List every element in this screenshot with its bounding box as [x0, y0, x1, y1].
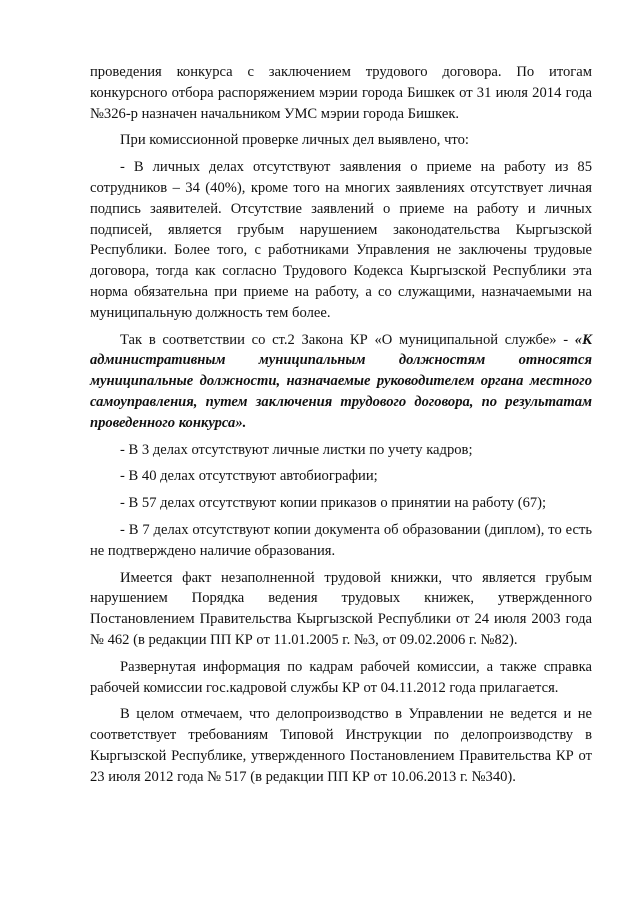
paragraph-conclusion: В целом отмечаем, что делопроизводство в Управлении не ведется и не соответствует требованиям Типовой Инструкции по делопроизводству в Кыргызской Республике, утвержденного Постановлением Правительства КР от 23 июля 2012 года № 517 (в редакции ПП КР от 10.06.2013 г. №340).	[90, 706, 592, 785]
document-page	[90, 62, 592, 794]
law-citation-quote: «К административным муниципальным должностям относятся муниципальные должности, назначаемые руководителем органа местного самоуправления, путем заключения трудового договора, по результатам проведенного конкурса».	[90, 331, 592, 431]
paragraph-missing-personnel-sheets: - В 3 делах отсутствуют личные листки по учету кадров;	[120, 441, 473, 458]
paragraph-missing-autobiographies: - В 40 делах отсутствуют автобиографии;	[120, 468, 378, 485]
paragraph-missing-orders: - В 57 делах отсутствуют копии приказов о принятии на работу (67);	[120, 495, 547, 512]
paragraph-missing-applications: - В личных делах отсутствуют заявления о приеме на работу из 85 сотрудников – 34 (40%), кроме того на многих заявлениях отсутствует личная подпись заявителей. Отсутствие заявлений о приеме на работу и личных подписей, является грубым нарушением законодательства Кыргызской Республики. Более того, с работниками Управления не заключены трудовые договора, тогда как согласно Трудового Кодекса Кыргызской Республики эта норма обязательна при приеме на работу, а со служащими, назначаемыми на муниципальную должность тем более.	[90, 159, 592, 321]
paragraph-inspection-intro: При комиссионной проверке личных дел выявлено, что:	[120, 132, 469, 149]
paragraph-missing-diplomas: - В 7 делах отсутствуют копии документа об образовании (диплом), то есть не подтверждено наличие образования.	[90, 521, 592, 559]
paragraph-contest-result: проведения конкурса с заключением трудового договора. По итогам конкурсного отбора распоряжением мэрии города Бишкек от 31 июля 2014 года №326-р назначен начальником УМС мэрии города Бишкек.	[90, 64, 592, 122]
law-citation-text: Так в соответствии со ст.2 Закона КР «О муниципальной службе» -	[120, 331, 575, 348]
paragraph-workbook-violation: Имеется факт незаполненной трудовой книжки, что является грубым нарушением Порядка ведения трудовых книжек, утвержденного Постановлением Правительства Кыргызской Республики от 24 июля 2003 года № 462 (в редакции ПП КР от 11.01.2005 г. №3, от 09.02.2006 г. №82).	[90, 569, 592, 648]
paragraph-attached-info: Развернутая информация по кадрам рабочей комиссии, а также справка рабочей комиссии гос.кадровой службы КР от 04.11.2012 года прилагается.	[90, 658, 592, 696]
paragraph-law-citation	[90, 330, 592, 434]
